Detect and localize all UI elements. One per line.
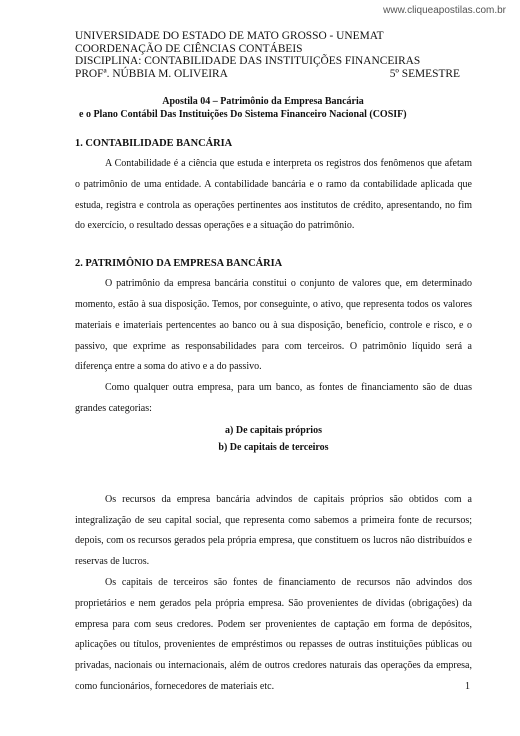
watermark: www.cliqueapostilas.com.br [383, 5, 506, 16]
document-title [75, 95, 445, 121]
title-line-1: Apostila 04 – Patrimônio da Empresa Bancária [162, 96, 364, 107]
professor-line [75, 68, 460, 81]
section-1-heading: 1. CONTABILIDADE BANCÁRIA [75, 138, 233, 149]
section-2-paragraph-1: O patrimônio da empresa bancária constitui o conjunto de valores que, em determinado momento, estão à sua disposição. Temos, por conseguinte, o ativo, que representa todos os valores materiais e imateriais pertencentes ao banco ou à sua disposição, benefício, controle e risco, e o passivo, que exprime as responsabilidades para com terceiros. O patrimônio líquido será a diferença entre a soma do ativo e a do passivo. [75, 278, 472, 373]
professor-name: PROFª. NÚBBIA M. OLIVEIRA [75, 67, 228, 80]
funding-categories [75, 422, 472, 456]
university-name: UNIVERSIDADE DO ESTADO DE MATO GROSSO - UNEMAT [75, 30, 384, 42]
document-header [75, 30, 460, 80]
section-2-paragraph-2: Como qualquer outra empresa, para um banco, as fontes de financiamento são de duas grandes categorias: [75, 382, 472, 414]
section-2-paragraph-3: Os recursos da empresa bancária advindos de capitais próprios são obtidos com a integralização de seu capital social, que representa como sabemos a primeira fonte de recursos; depois, com os recursos gerados pela própria empresa, que constituem os lucros não distribuídos e reservas de lucros. [75, 493, 472, 568]
coordination-name: COORDENAÇÃO DE CIÊNCIAS CONTÁBEIS [75, 42, 303, 55]
title-line-2: e o Plano Contábil Das Instituições Do Sistema Financeiro Nacional (COSIF) [79, 109, 407, 120]
semester-label: 5º SEMESTRE [389, 67, 460, 80]
section-2-heading: 2. PATRIMÔNIO DA EMPRESA BANCÁRIA [75, 258, 283, 270]
discipline-name: DISCIPLINA: CONTABILIDADE DAS INSTITUIÇÕES FINANCEIRAS [75, 55, 421, 67]
section-spacer [75, 237, 472, 257]
section-1-paragraph: A Contabilidade é a ciência que estuda e interpreta os registros dos fenômenos que afetam o patrimônio de uma entidade. A contabilidade bancária e o ramo da contabilidade aplicada que estuda, registra e controla as operações pertinentes aos institutos de crédito, apresentando, no fim do exercício, o resultado dessas operações e a situação do patrimônio. [75, 158, 472, 232]
page-number: 1 [465, 681, 470, 692]
category-b: b) De capitais de terceiros [218, 441, 329, 453]
document-body [75, 137, 472, 698]
section-2-paragraph-4: Os capitais de terceiros são fontes de financiamento de recursos não advindos dos proprietários e nem gerados pela própria empresa. São provenientes de dívidas (obrigações) da empresa para com seus credores. Podem ser provenientes de captação em forma de depósitos, aplicações ou títulos, provenientes de empréstimos ou repasses de outras instituições públicas ou privadas, nacionais ou internacionais, além de outros credores naturais das operações da empresa, como funcionários, fornecedores de materiais etc. [75, 576, 472, 692]
category-a: a) De capitais próprios [225, 424, 322, 436]
